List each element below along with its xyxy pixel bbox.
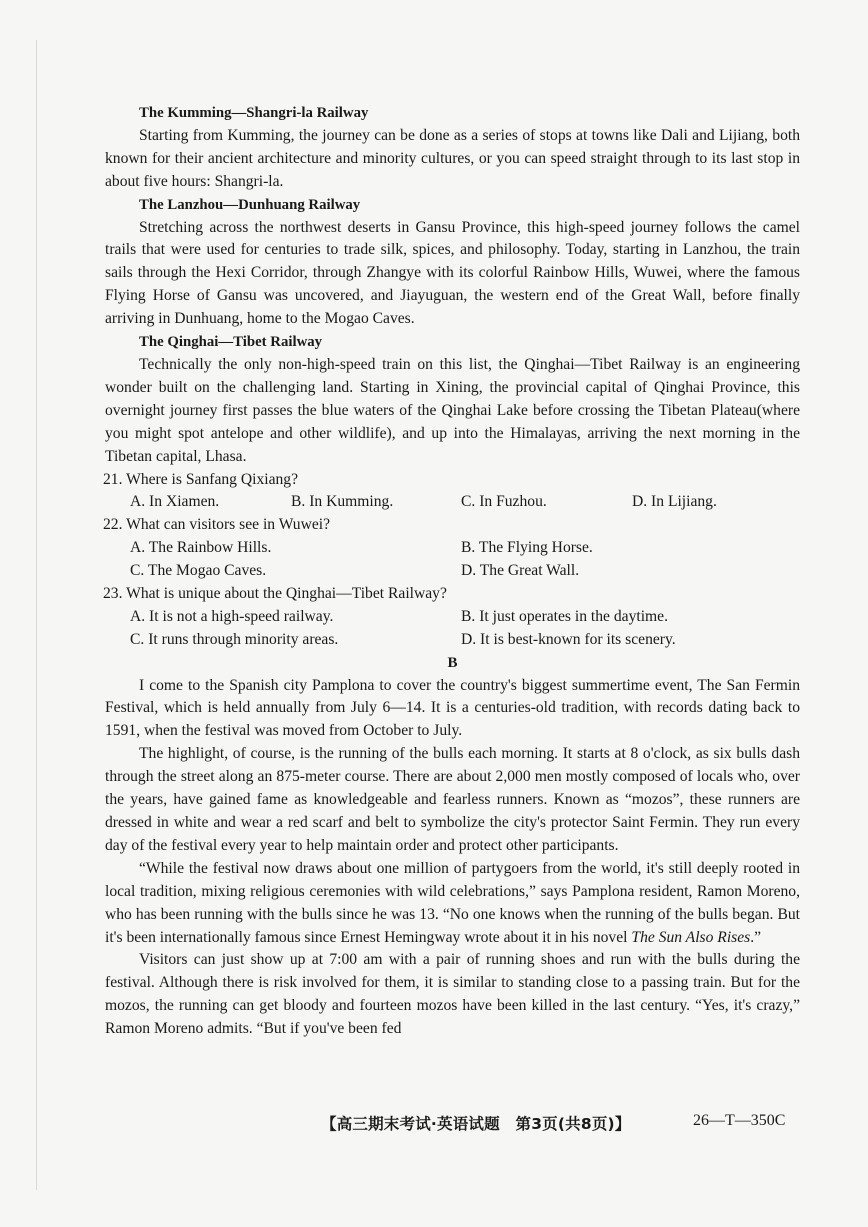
question-21-option-b: B. In Kumming. [291,493,394,511]
passage-b-paragraph-2: The highlight, of course, is the running of the bulls each morning. It starts at 8 o'clock, as six bulls dash through the street along an 875-meter course. There are about 2,000 men mostly composed of locals who, over the years, have gained fame as knowledgeable and fearless runners. Known as “mozos”, these runners are dressed in white and wear a red scarf and belt to symbolize the city's protector Saint Fermin. They run every day of the festival every year to help maintain order and protect other participants. [105,745,800,854]
section-text-qinghai: Technically the only non-high-speed train on this list, the Qinghai—Tibet Railway is an engineering wonder built on the challenging land. Starting in Xining, the provincial capital of Qinghai Province, this overnight journey first passes the blue waters of the Qinghai Lake before crossing the Tibetan Plateau(where you might spot antelope and other wildlife), and up into the Himalayas, arriving the next morning in the Tibetan capital, Lhasa. [105,355,800,465]
footer-exam-info: 【高三期末考试·英语试题 第3页(共8页)】 [321,1115,631,1133]
passage-b-paragraph-3 [105,858,800,950]
question-21-option-d: D. In Lijiang. [632,493,717,511]
question-22-option-a: A. The Rainbow Hills. [130,539,272,557]
section-heading-qinghai: The Qinghai—Tibet Railway [139,334,323,351]
page-edge-shadow [36,40,37,1190]
question-21-stem: 21. Where is Sanfang Qixiang? [103,470,299,488]
question-22-option-c: C. The Mogao Caves. [130,562,267,580]
question-23-option-b: B. It just operates in the daytime. [461,607,669,625]
passage-b-paragraph-4: Visitors can just show up at 7:00 am with a pair of running shoes and run with the bulls during the festival. Although there is risk involved for them, it is similar to standing close to a passing train. But for the mozos, the running can get bloody and fourteen mozos have been killed in the last century. “Yes, it's crazy,” Ramon Moreno admits. “But if you've been fed [105,951,800,1038]
passage-b-paragraph-3-text: “While the festival now draws about one million of partygoers from the world, it's still deeply rooted in local tradition, mixing religious ceremonies with wild celebrations,” says Pamplona resident, Ramon Moreno, who has been running with the bulls since he was 13. “No one knows when the running of the bulls began. But it's been internationally famous since Ernest Hemingway wrote about it in his novel [105,859,800,946]
novel-title: The Sun Also Rises [631,928,751,946]
question-21-option-c: C. In Fuzhou. [461,493,547,511]
question-23-options-row1 [105,606,800,629]
page-footer [0,1112,868,1136]
question-22-stem: 22. What can visitors see in Wuwei? [103,516,331,534]
novel-title-closing: .” [750,928,762,946]
section-text-lanzhou: Stretching across the northwest deserts in Gansu Province, this high-speed journey follows the camel trails that were used for centuries to trade silk, spices, and philosophy. Today, starting in Lanzhou, the train sails through the Hexi Corridor, through Zhangye with its colorful Rainbow Hills, Wuwei, where the famous Flying Horse of Gansu was uncovered, and Jiayuguan, the western end of the Great Wall, before finally arriving in Dunhuang, home to the Mogao Caves. [105,218,800,328]
footer-code: 26—T—350C [693,1112,786,1129]
section-heading-kumming: The Kumming—Shangri-la Railway [139,105,369,121]
passage-b-paragraph-1: I come to the Spanish city Pamplona to cover the country's biggest summertime event, The San Fermin Festival, which is held annually from July 6—14. It is a centuries-old tradition, with records dating back to 1591, when the festival was moved from October to July. [105,676,800,740]
section-heading-lanzhou: The Lanzhou—Dunhuang Railway [139,196,361,213]
question-22-options-row2 [105,560,800,583]
page-content [105,102,800,1041]
question-21-option-a: A. In Xiamen. [130,493,220,511]
section-text-kumming: Starting from Kumming, the journey can be done as a series of stops at towns like Dali and Lijiang, both known for their ancient architecture and minority cultures, or you can speed straight through to its last stop in about five hours: Shangri-la. [105,126,800,190]
question-22-options-row1 [105,537,800,560]
question-22-option-d: D. The Great Wall. [461,562,580,580]
question-23-options-row2 [105,629,800,652]
question-23-stem: 23. What is unique about the Qinghai—Tibet Railway? [103,584,447,602]
question-21-options [105,491,800,514]
question-23-option-d: D. It is best-known for its scenery. [461,630,676,648]
question-23-option-a: A. It is not a high-speed railway. [130,607,334,625]
passage-b-label: B [447,654,458,671]
question-22-option-b: B. The Flying Horse. [461,539,593,557]
question-23-option-c: C. It runs through minority areas. [130,630,339,648]
